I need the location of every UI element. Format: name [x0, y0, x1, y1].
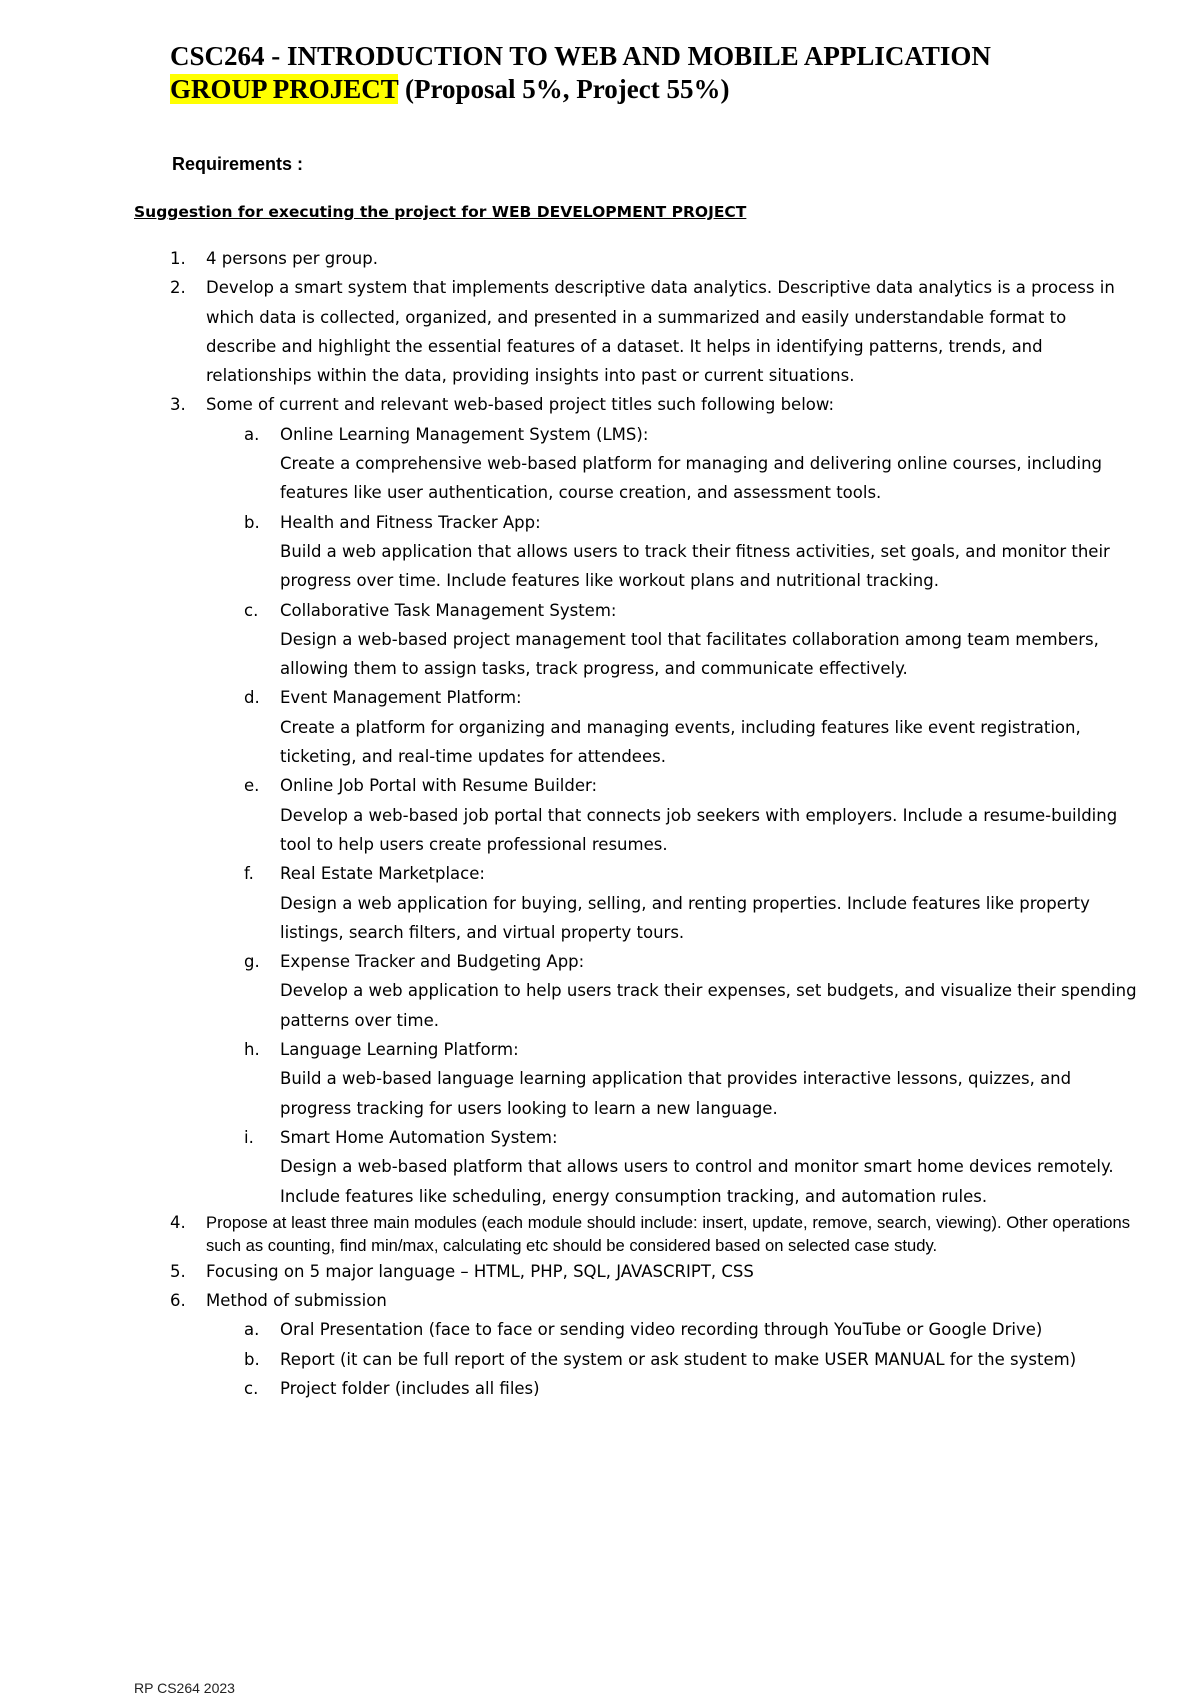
document-title: [170, 40, 991, 106]
project-description: Build a web application that allows users to track their fitness activities, set goals, and monitor their progress over time. Include features like workout plans and nutritional tracking.: [280, 541, 1110, 591]
requirements-list: [0, 244, 1200, 1403]
submission-text: Report (it can be full report of the system or ask student to make USER MANUAL for the system): [280, 1349, 1077, 1369]
list-number: 6.: [170, 1291, 186, 1311]
sub-letter: e.: [244, 776, 260, 796]
list-item-6: [0, 1286, 1200, 1315]
suggestion-heading: Suggestion for executing the project for WEB DEVELOPMENT PROJECT: [134, 203, 747, 221]
submission-item-c: [0, 1374, 1200, 1403]
project-name: Event Management Platform:: [280, 688, 522, 708]
list-number: 1.: [170, 249, 186, 268]
group-project-highlight: GROUP PROJECT: [170, 74, 399, 104]
requirements-label: Requirements :: [172, 154, 304, 174]
title-line-1: CSC264 - INTRODUCTION TO WEB AND MOBILE APPLICATION: [170, 41, 991, 71]
project-title-d: [0, 683, 1200, 771]
list-item-text: Develop a smart system that implements descriptive data analytics. Descriptive data analytics is a process in which data is collected, organized, and presented in a summarized and easily understandable format to describe and highlight the essential features of a dataset. It helps in identifying patterns, trends, and relationships within the data, providing insights into past or current situations.: [206, 278, 1115, 386]
project-title-a: [0, 420, 1200, 508]
project-name: Smart Home Automation System:: [280, 1127, 558, 1147]
project-name: Expense Tracker and Budgeting App:: [280, 952, 585, 972]
project-description: Design a web application for buying, selling, and renting properties. Include features like property listings, search filters, and virtual property tours.: [280, 893, 1090, 942]
submission-item-a: [0, 1315, 1200, 1344]
list-item-3: [0, 390, 1200, 419]
sub-letter: a.: [244, 424, 260, 444]
list-number: 2.: [170, 278, 186, 298]
sub-letter: b.: [244, 512, 260, 532]
title-line-2: [170, 73, 991, 106]
project-title-b: [0, 508, 1200, 596]
project-description: Design a web-based project management tool that facilitates collaboration among team members, allowing them to assign tasks, track progress, and communicate effectively.: [280, 629, 1099, 679]
list-item-5: [0, 1257, 1200, 1286]
sub-letter: d.: [244, 688, 260, 708]
project-name: Health and Fitness Tracker App:: [280, 512, 541, 532]
list-item-text: Propose at least three main modules (each module should include: insert, update, remove, search, viewing). Other operations such as counting, find min/max, calculating etc should be considered based on selected case study.: [206, 1212, 1130, 1255]
list-item-text: Focusing on 5 major language – HTML, PHP, SQL, JAVASCRIPT, CSS: [206, 1261, 754, 1281]
project-name: Language Learning Platform:: [280, 1040, 519, 1060]
project-name: Collaborative Task Management System:: [280, 600, 617, 620]
project-name: Online Learning Management System (LMS):: [280, 424, 649, 444]
sub-letter: b.: [244, 1349, 260, 1369]
submission-item-b: [0, 1345, 1200, 1374]
project-description: Build a web-based language learning application that provides interactive lessons, quizzes, and progress tracking for users looking to learn a new language.: [280, 1069, 1072, 1118]
project-description: Develop a web application to help users track their expenses, set budgets, and visualize their spending patterns over time.: [280, 981, 1137, 1030]
project-description: Create a platform for organizing and managing events, including features like event registration, ticketing, and real-time updates for attendees.: [280, 717, 1081, 767]
list-item-text: Some of current and relevant web-based project titles such following below:: [206, 395, 835, 415]
project-title-e: [0, 771, 1200, 859]
page-footer: RP CS264 2023: [134, 1680, 235, 1696]
sub-letter: h.: [244, 1040, 260, 1060]
list-item-text: Method of submission: [206, 1291, 387, 1311]
project-description: Design a web-based platform that allows users to control and monitor smart home devices remotely. Include features like scheduling, energy consumption tracking, and automation rules.: [280, 1157, 1114, 1206]
sub-letter: a.: [244, 1320, 260, 1340]
project-title-g: [0, 947, 1200, 1035]
list-item-4: [0, 1211, 1200, 1257]
sub-letter: i.: [244, 1127, 254, 1147]
list-item-1: [0, 244, 1200, 273]
sub-letter: c.: [244, 600, 259, 620]
project-name: Online Job Portal with Resume Builder:: [280, 776, 598, 796]
list-item-text: 4 persons per group.: [206, 249, 378, 268]
list-number: 4.: [170, 1212, 186, 1232]
list-number: 5.: [170, 1261, 186, 1281]
title-weighting: (Proposal 5%, Project 55%): [398, 74, 730, 104]
project-title-i: [0, 1123, 1200, 1211]
list-number: 3.: [170, 395, 186, 415]
project-title-c: [0, 596, 1200, 684]
project-name: Real Estate Marketplace:: [280, 864, 485, 884]
project-title-f: [0, 859, 1200, 947]
project-description: Develop a web-based job portal that connects job seekers with employers. Include a resume-building tool to help users create professional resumes.: [280, 805, 1118, 854]
submission-text: Project folder (includes all files): [280, 1378, 540, 1398]
sub-letter: g.: [244, 952, 260, 972]
project-description: Create a comprehensive web-based platform for managing and delivering online courses, including features like user authentication, course creation, and assessment tools.: [280, 454, 1103, 503]
sub-letter: c.: [244, 1378, 259, 1398]
list-item-2: [0, 273, 1200, 390]
project-title-h: [0, 1035, 1200, 1123]
submission-text: Oral Presentation (face to face or sending video recording through YouTube or Google Drive): [280, 1320, 1043, 1340]
sub-letter: f.: [244, 864, 254, 884]
